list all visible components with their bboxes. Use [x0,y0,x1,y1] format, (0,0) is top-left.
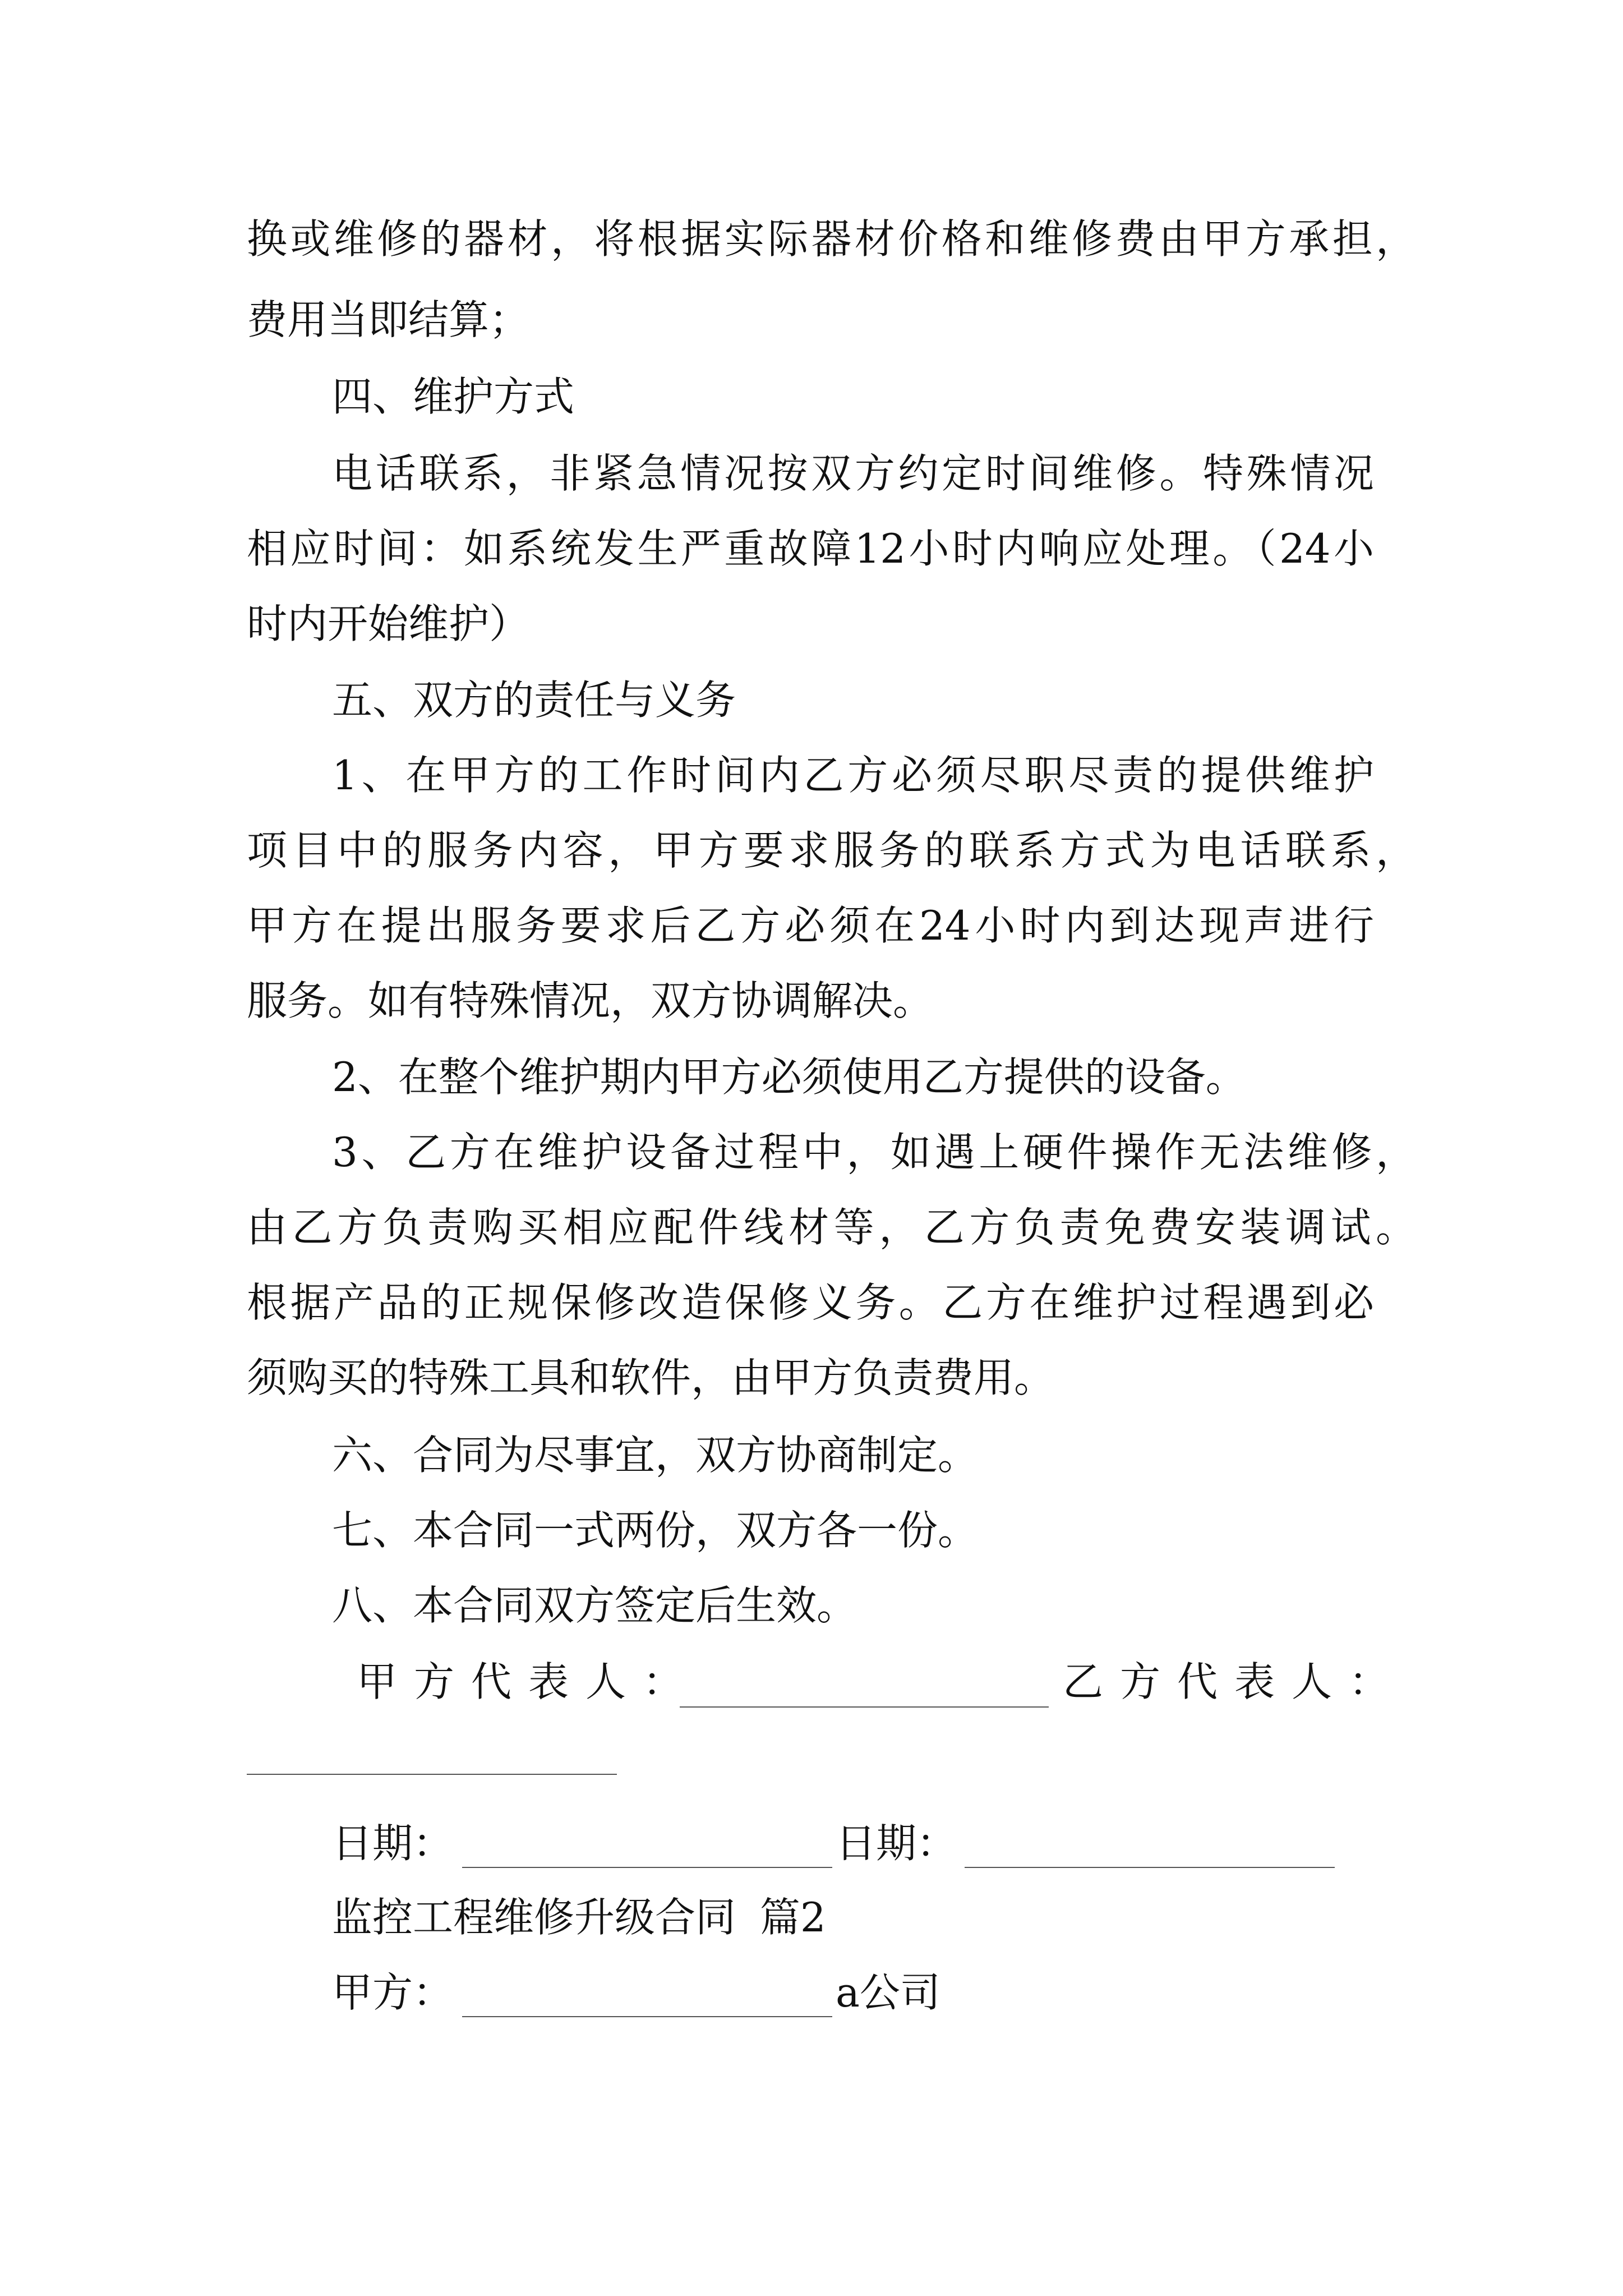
body-line: 六、合同为尽事宜，双方协商制定。 [332,1432,979,1479]
section-title: 监控工程维修升级合同 篇2 [332,1894,826,1941]
body-line: 1、在甲方的工作时间内乙方必须尽职尽责的提供维护 [332,752,1374,799]
body-line: 电话联系，非紧急情况按双方约定时间维修。特殊情况 [332,450,1374,497]
body-line: 须购买的特殊工具和软件，由甲方负责费用。 [247,1354,1055,1401]
body-line: 由乙方负责购买相应配件线材等，乙方负责免费安装调试。 [247,1204,1416,1251]
body-line: 根据产品的正规保修改造保修义务。乙方在维护过程遇到必 [247,1279,1374,1326]
body-line: 八、本合同双方签定后生效。 [332,1582,857,1629]
body-line: 项目中的服务内容，甲方要求服务的联系方式为电话联系， [247,827,1416,874]
date-label-b: 日期： [836,1820,957,1867]
body-line: 换或维修的器材，将根据实际器材价格和维修费由甲方承担， [247,215,1416,263]
body-line: 时内开始维护） [247,600,530,647]
body-line: 3、乙方在维护设备过程中，如遇上硬件操作无法维修， [332,1129,1416,1176]
date-b-blank[interactable] [965,1867,1335,1868]
section-heading: 四、维护方式 [332,373,575,420]
body-line: 费用当即结算； [247,296,530,343]
body-line: 相应时间：如系统发生严重故障12小时内响应处理。（24小 [247,525,1374,572]
section-heading: 五、双方的责任与义务 [332,677,736,724]
body-line: 甲方在提出服务要求后乙方必须在24小时内到达现声进行 [247,902,1374,949]
body-line: 2、在整个维护期内甲方必须使用乙方提供的设备。 [332,1053,1246,1101]
body-line: 服务。如有特殊情况，双方协调解决。 [247,977,934,1024]
party-a-representative-label: 甲方代表人： [357,1658,700,1705]
party-a-label: 甲方： [332,1969,454,2016]
party-b-signature-blank[interactable] [247,1774,617,1775]
party-a-name-blank[interactable] [462,2016,832,2017]
party-a-signature-blank[interactable] [680,1706,1049,1708]
party-a-company: a公司 [836,1969,940,2016]
date-a-blank[interactable] [462,1867,832,1868]
body-line: 七、本合同一式两份，双方各一份。 [332,1507,979,1554]
date-label-a: 日期： [332,1820,454,1867]
party-b-representative-label: 乙方代表人： [1063,1658,1407,1705]
